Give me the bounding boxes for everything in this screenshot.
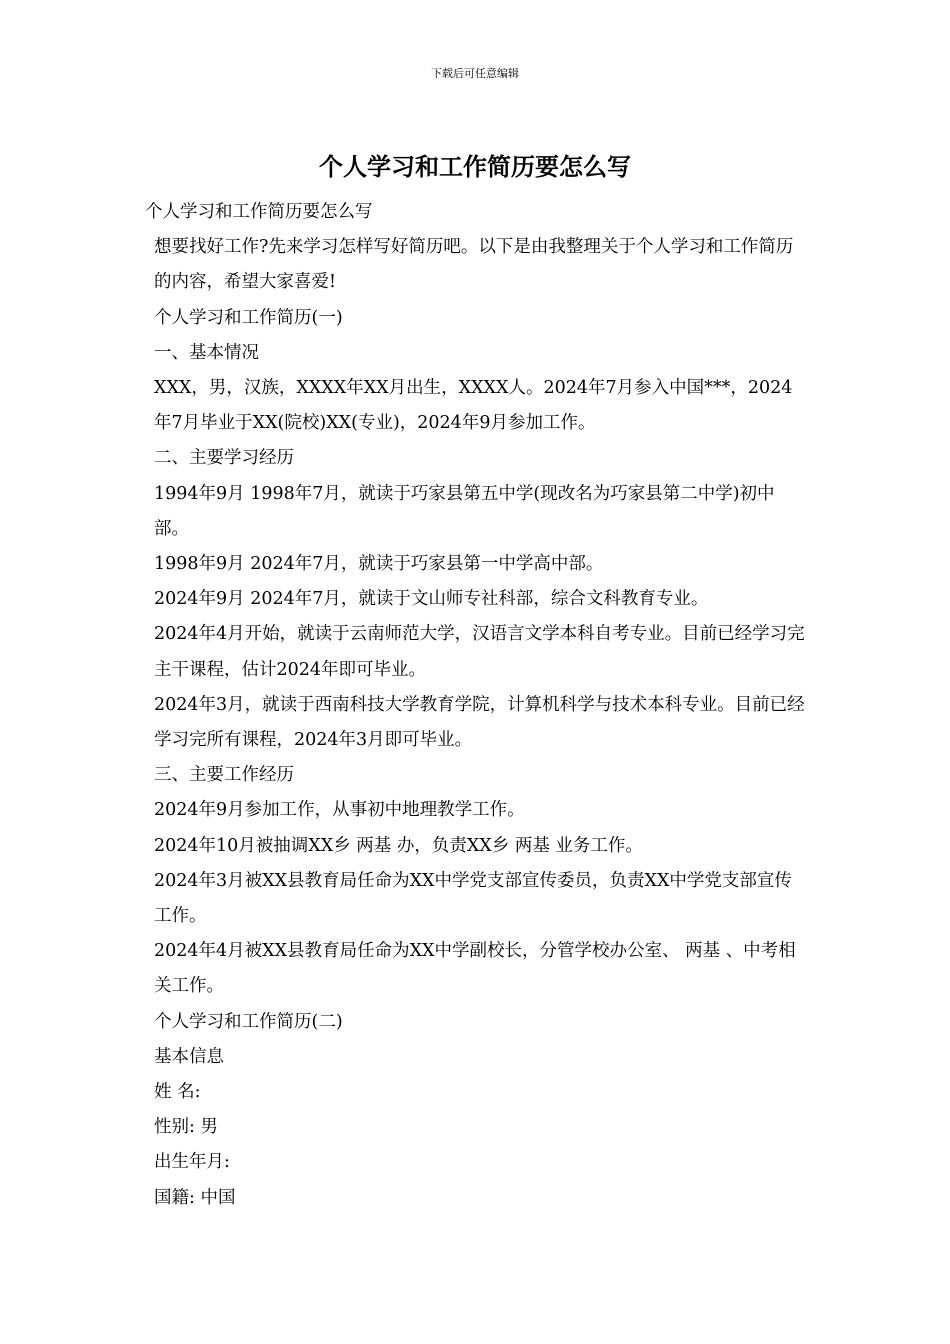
- field-nationality: 国籍: 中国: [154, 1187, 236, 1208]
- section-heading-resume-2: 个人学习和工作简历(二): [154, 1011, 343, 1032]
- work-item-1: 2024年9月参加工作，从事初中地理教学工作。: [154, 800, 525, 821]
- work-item-4: 2024年4月被XX县教育局任命为XX中学副校长，分管学校办公室、 两基 、中考相关工作。: [154, 941, 796, 997]
- field-name: 姓 名:: [154, 1082, 201, 1103]
- study-item-5: 2024年3月，就读于西南科技大学教育学院，计算机科学与技术本科专业。目前已经学习完所有课程，2024年3月即可毕业。: [154, 694, 805, 751]
- document-title: 个人学习和工作简历要怎么写: [319, 152, 631, 181]
- section-heading-basic: 一、基本情况: [154, 342, 259, 363]
- study-item-1: 1994年9月 1998年7月，就读于巧家县第五中学(现改名为巧家县第二中学)初中部。: [154, 483, 775, 539]
- section-heading-resume-1: 个人学习和工作简历(一): [154, 307, 343, 328]
- field-gender: 性别: 男: [154, 1117, 218, 1138]
- section-heading-study: 二、主要学习经历: [154, 448, 294, 469]
- basic-info-paragraph: XXX，男，汉族，XXXX年XX月出生，XXXX人。2024年7月参入中国***，2024年7月毕业于XX(院校)XX(专业)，2024年9月参加工作。: [154, 378, 793, 434]
- work-item-2: 2024年10月被抽调XX乡 两基 办，负责XX乡 两基 业务工作。: [154, 835, 643, 856]
- field-birth-date: 出生年月:: [154, 1152, 230, 1173]
- study-item-3: 2024年9月 2024年7月，就读于文山师专社科部，综合文科教育专业。: [154, 589, 709, 610]
- study-item-4: 2024年4月开始，就读于云南师范大学，汉语言文学本科自考专业。目前已经学习完主干课程，估计2024年即可毕业。: [154, 624, 805, 680]
- header-note: 下载后可任意编辑: [431, 67, 519, 80]
- work-item-3: 2024年3月被XX县教育局任命为XX中学党支部宣传委员，负责XX中学党支部宣传工作。: [154, 870, 792, 927]
- study-item-2: 1998年9月 2024年7月，就读于巧家县第一中学高中部。: [154, 554, 604, 575]
- intro-paragraph: 想要找好工作?先来学习怎样写好简历吧。以下是由我整理关于个人学习和工作简历的内容，希望大家喜爱!: [154, 237, 794, 293]
- section-heading-work: 三、主要工作经历: [154, 765, 294, 786]
- subtitle-paragraph: 个人学习和工作简历要怎么写: [145, 202, 373, 222]
- document-body: [145, 195, 808, 1216]
- section-heading-basic-info: 基本信息: [154, 1046, 224, 1067]
